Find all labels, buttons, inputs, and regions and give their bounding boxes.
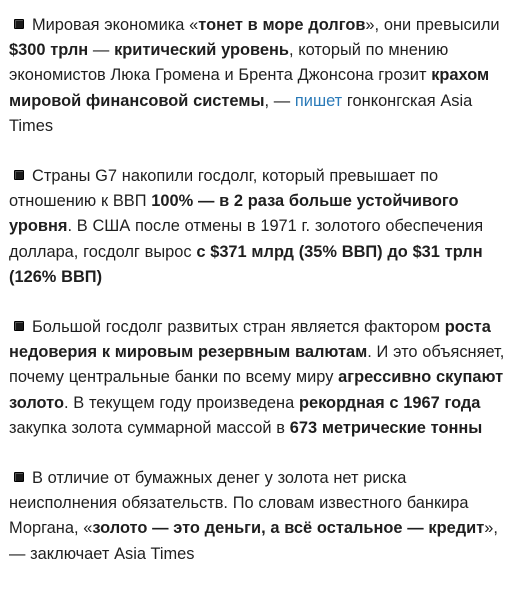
black-square-icon: [14, 170, 24, 180]
paragraph-3: Большой госдолг развитых стран является фактором роста недоверия к мировым резервным валютам. И это объясняет, почему центральные банки по всему миру агрессивно скупают золото. В текущем году произведена рекордная с 1967 года закупка золота суммарной массой в 673 метрические тонны: [9, 318, 505, 437]
black-square-icon: [14, 321, 24, 331]
source-link[interactable]: пишет: [294, 91, 343, 110]
black-square-icon: [14, 472, 24, 482]
black-square-icon: [14, 19, 24, 29]
paragraph-4: В отличие от бумажных денег у золота нет риска неисполнения обязательств. По словам известного банкира Моргана, «золото — это деньги, а всё остальное — кредит», — заключает Asia Times: [9, 469, 498, 563]
paragraph-2: Страны G7 накопили госдолг, который превышает по отношению к ВВП 100% — в 2 раза больше устойчивого уровня. В США после отмены в 1971 г. золотого обеспечения доллара, госдолг вырос с $371 млрд (35% ВВП) до $31 трлн (126% ВВП): [9, 167, 484, 286]
paragraph-1: Мировая экономика «тонет в море долгов», они превысили $300 трлн — критический уровень, который по мнению экономистов Люка Громена и Брента Джонсона грозит крахом мировой финансовой системы, — пишет гонконгская Asia Times: [9, 16, 500, 135]
